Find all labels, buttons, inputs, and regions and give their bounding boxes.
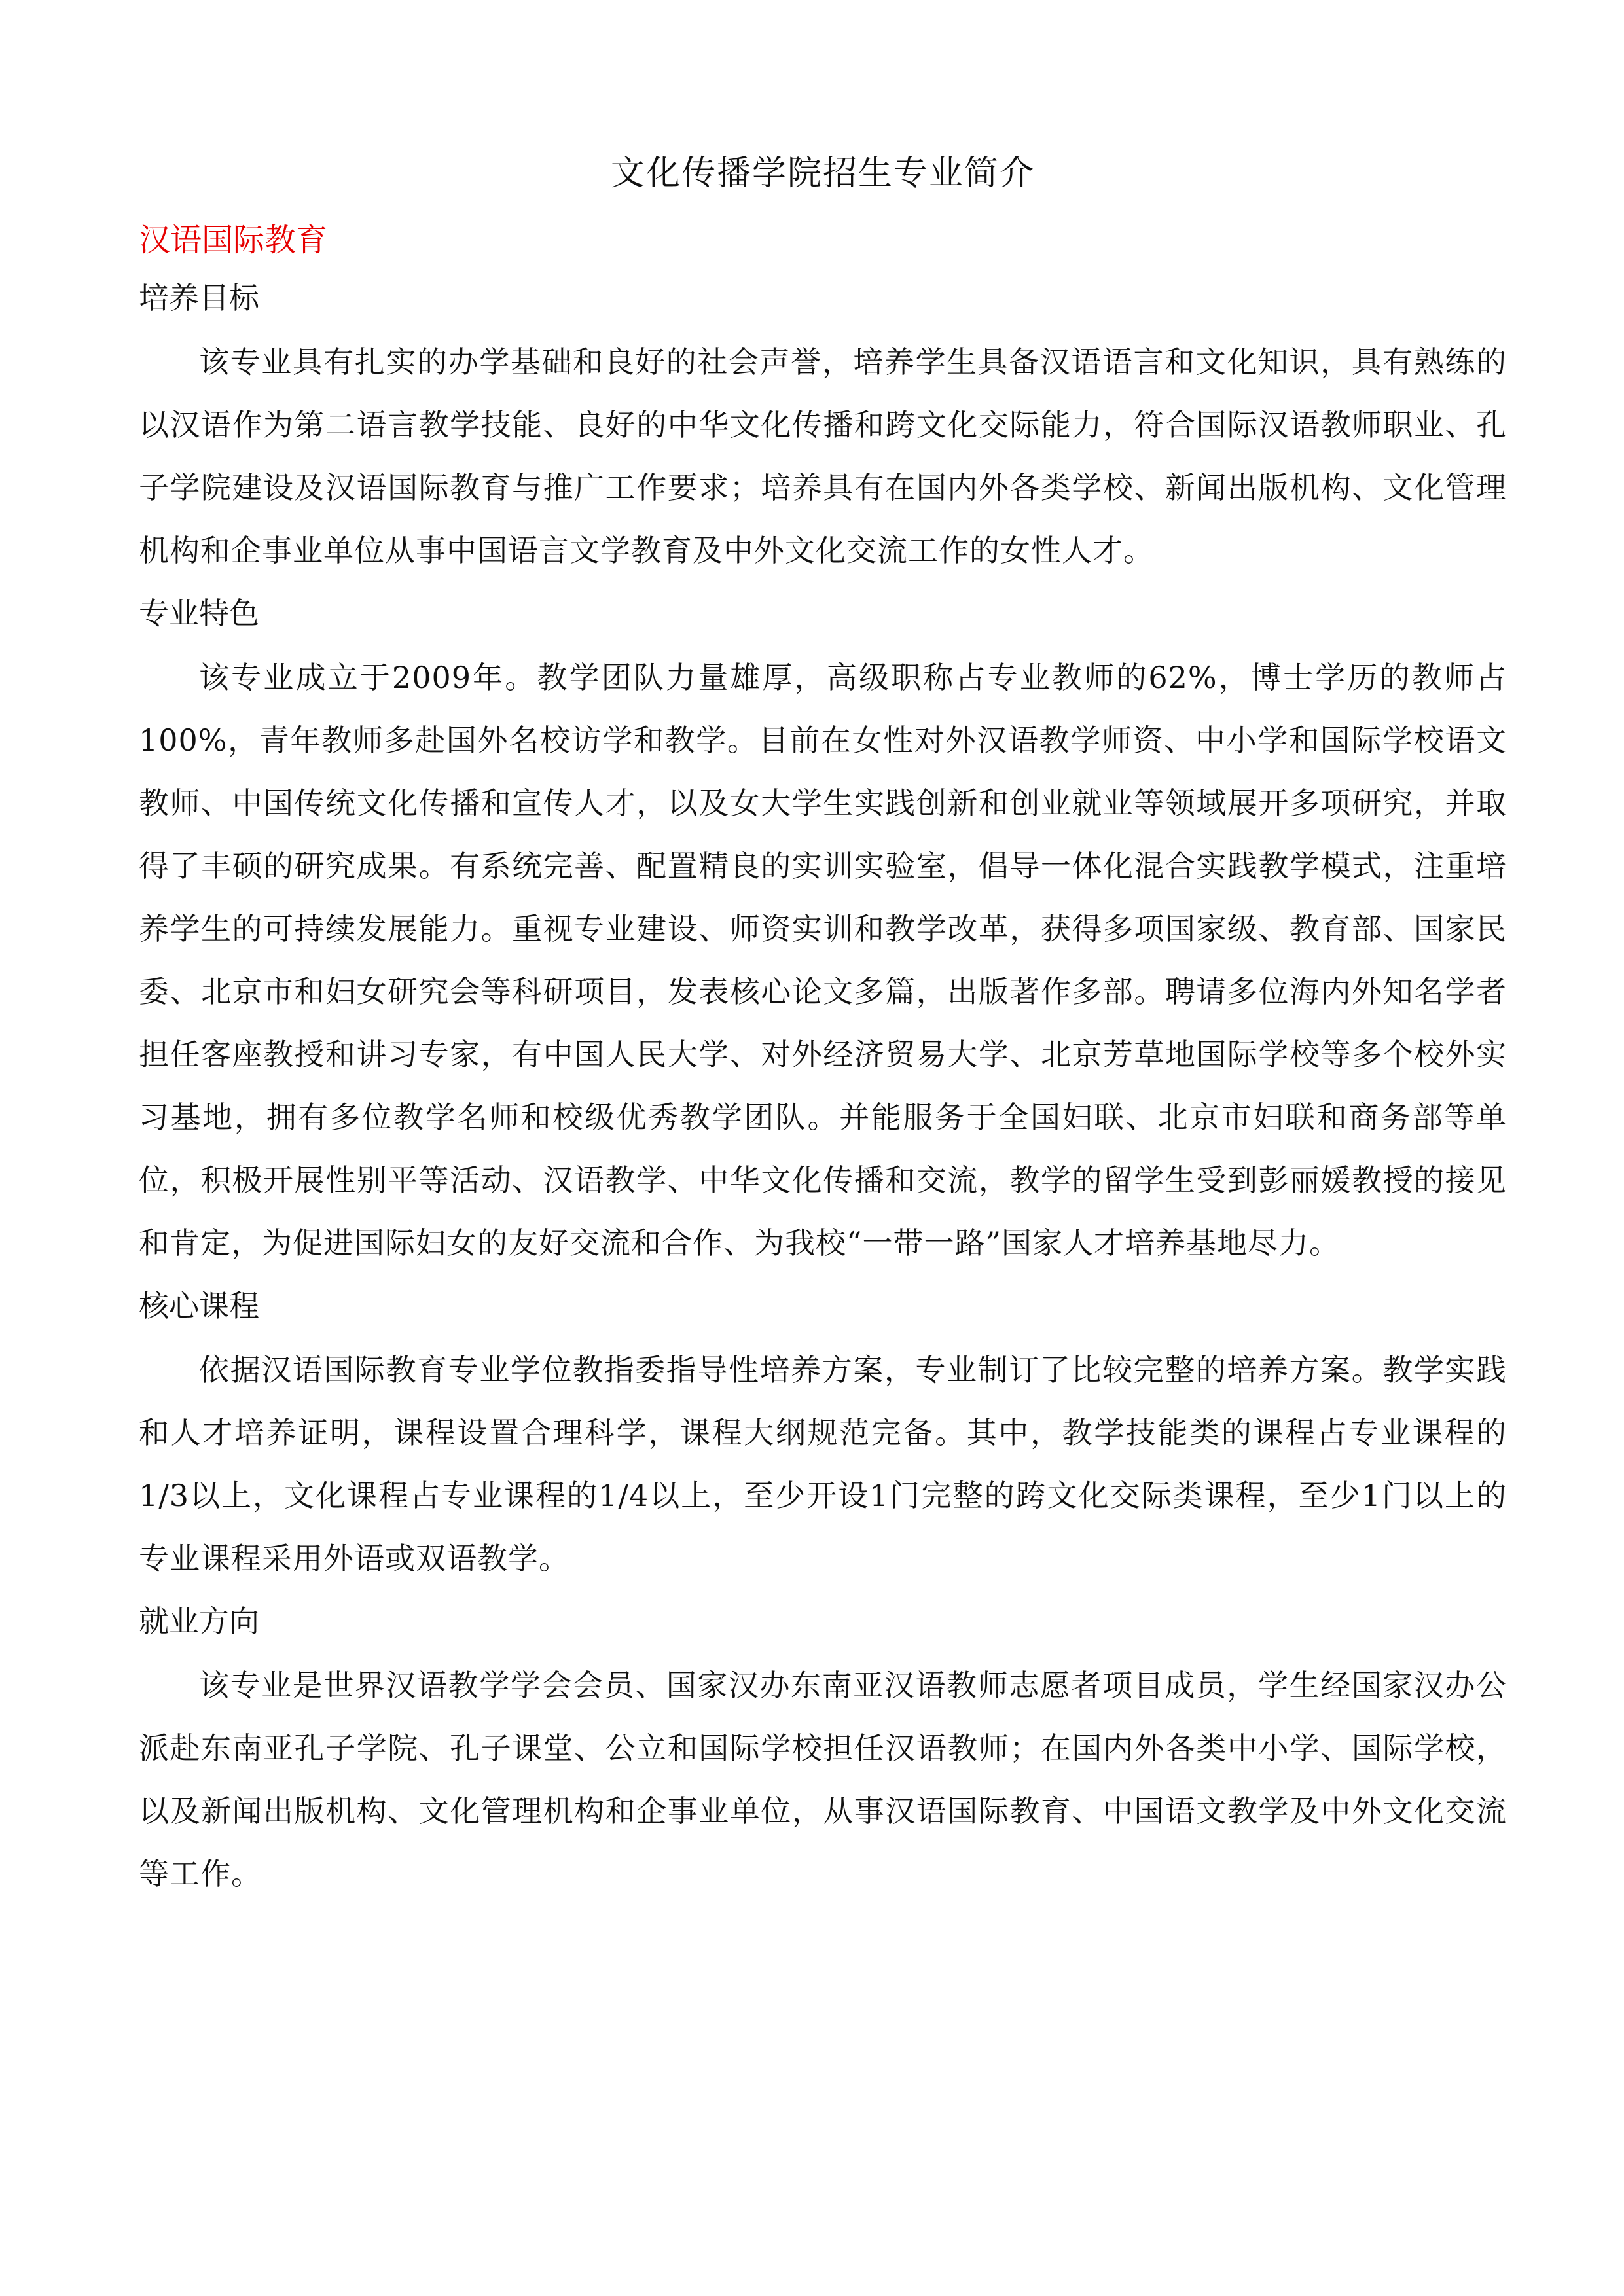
- section-heading: 就业方向: [139, 1604, 259, 1639]
- section-heading: 培养目标: [139, 280, 259, 315]
- section-paragraph: 该专业成立于2009年。教学团队力量雄厚，高级职称占专业教师的62%，博士学历的教师占100%，青年教师多赴国外名校访学和教学。目前在女性对外汉语教学师资、中小学和国际学校语文教师、中国传统文化传播和宣传人才，以及女大学生实践创新和创业就业等领域展开多项研究，并取得了丰硕的研究成果。有系统完善、配置精良的实训实验室，倡导一体化混合实践教学模式，注重培养学生的可持续发展能力。重视专业建设、师资实训和教学改革，获得多项国家级、教育部、国家民委、北京市和妇女研究会等科研项目，发表核心论文多篇，出版著作多部。聘请多位海内外知名学者担任客座教授和讲习专家，有中国人民大学、对外经济贸易大学、北京芳草地国际学校等多个校外实习基地，拥有多位教学名师和校级优秀教学团队。并能服务于全国妇联、北京市妇联和商务部等单位，积极开展性别平等活动、汉语教学、中华文化传播和交流，教学的留学生受到彭丽媛教授的接见和肯定，为促进国际妇女的友好交流和合作、为我校“一带一路”国家人才培养基地尽力。: [139, 660, 1507, 1261]
- section-core-courses: [139, 1280, 1507, 1590]
- section-career-direction: [139, 1595, 1507, 1905]
- section-paragraph: 该专业具有扎实的办学基础和良好的社会声誉，培养学生具备汉语语言和文化知识，具有熟练的以汉语作为第二语言教学技能、良好的中华文化传播和跨文化交际能力，符合国际汉语教师职业、孔子学院建设及汉语国际教育与推广工作要求；培养具有在国内外各类学校、新闻出版机构、文化管理机构和企事业单位从事中国语言文学教育及中外文化交流工作的女性人才。: [139, 344, 1507, 568]
- section-heading: 核心课程: [139, 1288, 259, 1323]
- section-paragraph: 该专业是世界汉语教学学会会员、国家汉办东南亚汉语教师志愿者项目成员，学生经国家汉办公派赴东南亚孔子学院、孔子课堂、公立和国际学校担任汉语教师；在国内外各类中小学、国际学校，以及新闻出版机构、文化管理机构和企事业单位，从事汉语国际教育、中国语文教学及中外文化交流等工作。: [139, 1668, 1507, 1892]
- section-program-features: [139, 587, 1507, 1274]
- document-title: 文化传播学院招生专业简介: [610, 154, 1035, 193]
- section-training-objectives: [139, 272, 1507, 582]
- section-paragraph: 依据汉语国际教育专业学位教指委指导性培养方案，专业制订了比较完整的培养方案。教学实践和人才培养证明，课程设置合理科学，课程大纲规范完备。其中，教学技能类的课程占专业课程的1/3以上，文化课程占专业课程的1/4以上，至少开设1门完整的跨文化交际类课程，至少1门以上的专业课程采用外语或双语教学。: [139, 1352, 1507, 1576]
- major-title: 汉语国际教育: [139, 222, 328, 259]
- section-heading: 专业特色: [139, 596, 259, 631]
- document-page: [139, 131, 1507, 1905]
